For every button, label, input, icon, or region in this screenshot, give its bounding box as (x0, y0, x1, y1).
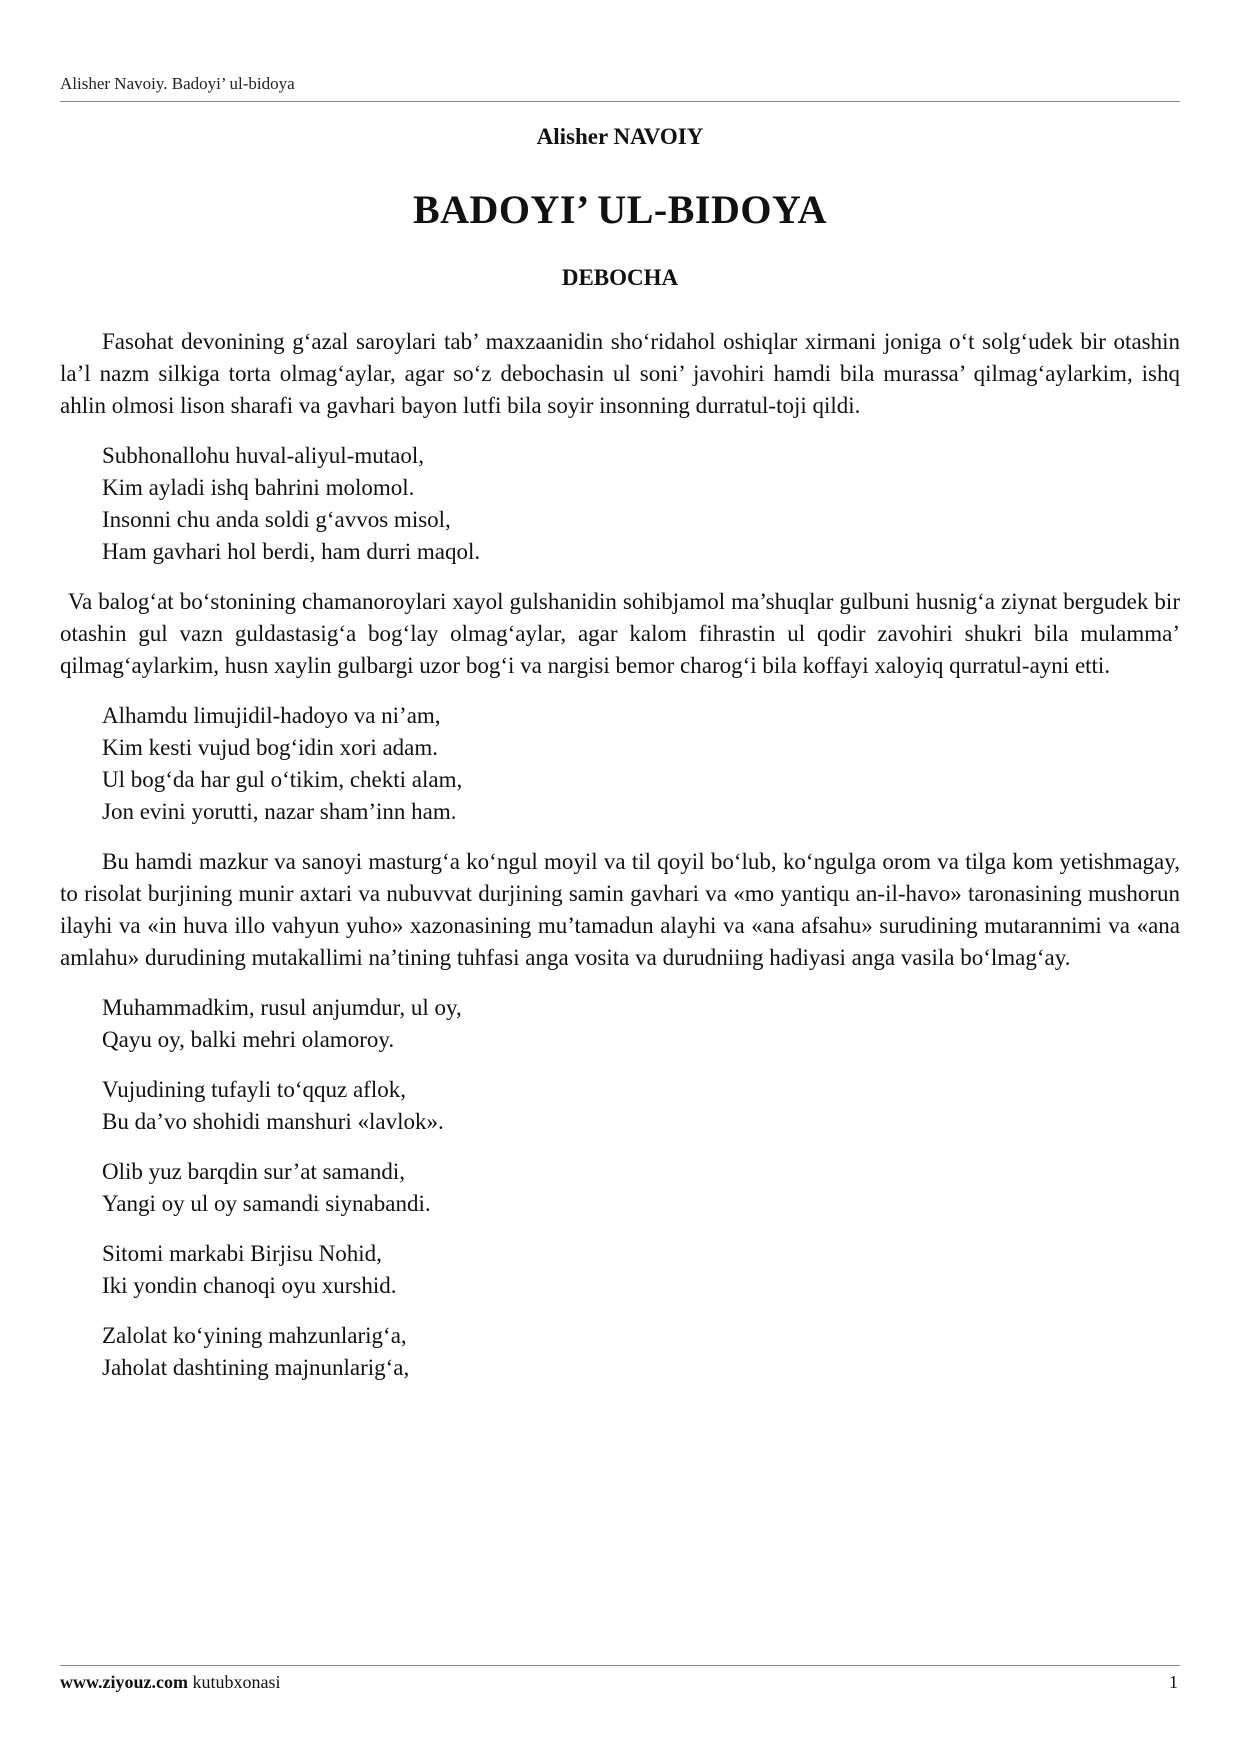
verse-line: Muhammadkim, rusul anjumdur, ul oy, (102, 995, 462, 1020)
verse-stanza (102, 1074, 1180, 1138)
verse-line: Iki yondin chanoqi oyu xurshid. (102, 1273, 397, 1298)
author-name: Alisher NAVOIY (536, 124, 704, 149)
verse-line: Subhonallohu huval-aliyul-mutaol, (102, 443, 424, 468)
running-header: Alisher Navoiy. Badoyi’ ul-bidoya (60, 74, 295, 93)
verse-stanza (102, 1238, 1180, 1302)
verse-line: Ham gavhari hol berdi, ham durri maqol. (102, 539, 481, 564)
verse-line: Bu da’vo shohidi manshuri «lavlok». (102, 1109, 444, 1134)
prose-paragraph: Bu hamdi mazkur va sanoyi masturg‘a ko‘ngul moyil va til qoyil bo‘lub, ko‘ngulga orom va tilga kom yetishmagay, to risolat burjining munir axtari va nubuvvat durjining samin gavhari va «mo yantiqu an-il-havo» taronasining mushorun ilayhi va «in huva illo vahyun yuho» xazonasining mu’tamadun alayhi va «ana afsahu» surudining mutarannimi va «ana amlahu» durudining mutakallimi na’tining tuhfasi anga vosita va durudniing hadiyasi anga vasila bo‘lmag‘ay. (60, 849, 1180, 970)
verse-line: Olib yuz barqdin sur’at samandi, (102, 1159, 405, 1184)
prose-paragraph: Va balog‘at bo‘stonining chamanoroylari xayol gulshanidin sohibjamol ma’shuqlar gulbuni husnig‘a ziynat bergudek bir otashin gul vazn guldastasig‘a bog‘lay olmag‘aylar, agar kalom fihrastin ul qodir zavohiri shukri bila mulamma’ qilmag‘aylarkim, husn xaylin gulbargi uzor bog‘i va nargisi bemor charog‘i bila koffayi xaloyiq qurratul-ayni etti. (60, 589, 1180, 678)
verse-line: Vujudining tufayli to‘qquz aflok, (102, 1077, 406, 1102)
verse-line: Ul bog‘da har gul o‘tikim, chekti alam, (102, 767, 463, 792)
footer-label: kutubxonasi (192, 1672, 281, 1692)
verse-line: Yangi oy ul oy samandi siynabandi. (102, 1191, 431, 1216)
verse-line: Kim ayladi ishq bahrini molomol. (102, 475, 415, 500)
section-heading: DEBOCHA (561, 265, 679, 290)
verse-line: Insonni chu anda soldi g‘avvos misol, (102, 507, 451, 532)
verse-line: Kim kesti vujud bog‘idin xori adam. (102, 735, 439, 760)
verse-line: Jon evini yorutti, nazar sham’inn ham. (102, 799, 457, 824)
verse-stanza (102, 992, 1180, 1056)
verse-line: Jaholat dashtining majnunlarig‘a, (102, 1355, 410, 1380)
verse-line: Zalolat ko‘yining mahzunlarig‘a, (102, 1323, 407, 1348)
verse-line: Sitomi markabi Birjisu Nohid, (102, 1241, 382, 1266)
footer-rule (60, 1665, 1180, 1666)
verse-stanza (102, 700, 1180, 828)
document-body (60, 326, 1180, 1402)
header-rule (60, 101, 1180, 102)
footer-source (60, 1672, 280, 1693)
verse-line: Qayu oy, balki mehri olamoroy. (102, 1027, 395, 1052)
prose-paragraph: Fasohat devonining g‘azal saroylari tab’ maxzaanidin sho‘ridahol oshiqlar xirmani joniga o‘t solg‘udek bir otashin la’l nazm silkiga torta olmag‘aylar, agar so‘z debochasin ul soni’ javohiri hamdi bila murassa’ qilmag‘aylarkim, ishq ahlin olmosi lison sharafi va gavhari bayon lutfi bila soyir insonning durratul-toji qildi. (60, 329, 1180, 418)
verse-stanza (102, 1156, 1180, 1220)
document-title: BADOYI’ UL-BIDOYA (412, 187, 828, 232)
footer-site: www.ziyouz.com (60, 1672, 188, 1692)
page-number: 1 (1169, 1672, 1178, 1692)
verse-stanza (102, 1320, 1180, 1384)
verse-stanza (102, 440, 1180, 568)
verse-line: Alhamdu limujidil-hadoyo va ni’am, (102, 703, 441, 728)
